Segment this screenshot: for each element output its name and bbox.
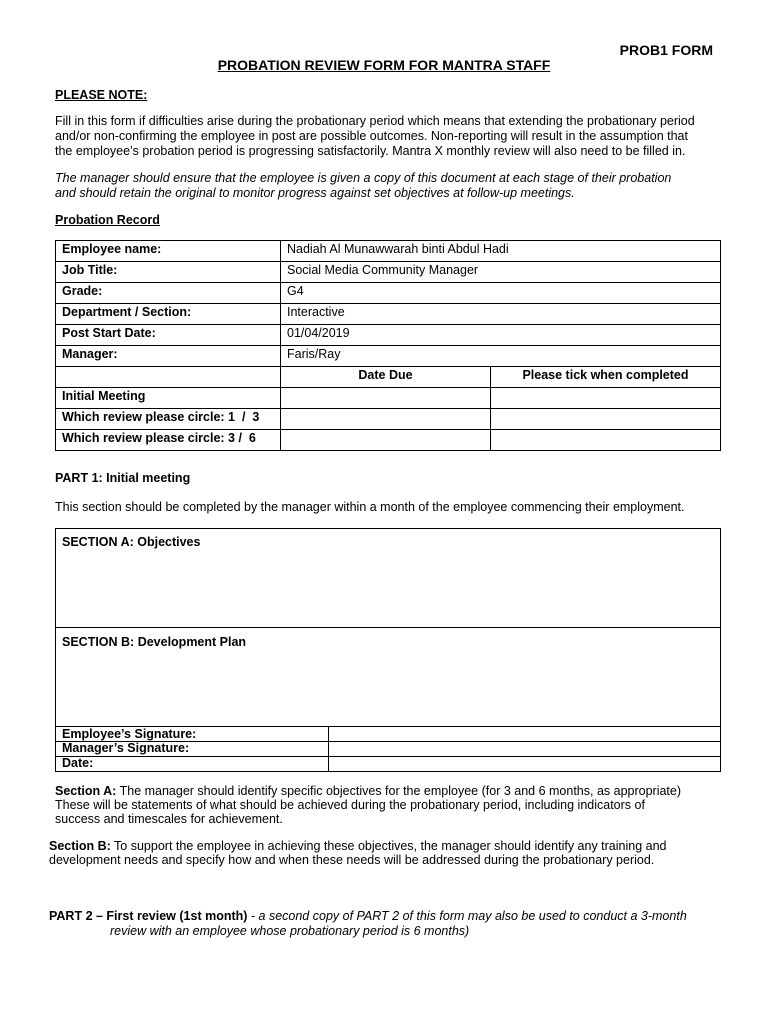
review-label: Which review please circle: 1 / 3 (56, 409, 281, 430)
section-b-label: SECTION B: Development Plan (62, 635, 247, 649)
note-text: These will be statements of what should be achieved during the probationary period, including indicators of (55, 798, 645, 812)
tick-cell[interactable] (491, 409, 721, 430)
tick-cell[interactable] (491, 388, 721, 409)
employee-signature-field[interactable] (330, 727, 718, 741)
table-row (56, 283, 721, 304)
probation-record-table (55, 240, 721, 451)
section-b-note-label: Section B: (49, 839, 111, 853)
row-label: Employee name: (56, 241, 281, 262)
row-value[interactable]: Social Media Community Manager (281, 262, 721, 283)
review-label: Which review please circle: 3 / 6 (56, 430, 281, 451)
manager-signature-label: Manager’s Signature: (62, 741, 190, 755)
part2-heading-block (49, 909, 739, 939)
development-plan-field[interactable] (56, 656, 719, 724)
table-row (56, 346, 721, 367)
table-row (56, 430, 721, 451)
probation-record-heading: Probation Record (55, 213, 160, 227)
note-line: The manager should ensure that the employee is given a copy of this document at each stage of their probation (55, 171, 672, 185)
row-value[interactable]: Faris/Ray (281, 346, 721, 367)
row-value[interactable]: G4 (281, 283, 721, 304)
note-line: and/or non-confirming the employee in post are possible outcomes. Non-reporting will result in the assumption that (55, 129, 688, 143)
section-a-note-label: Section A: (55, 784, 117, 798)
note-text: success and timescales for achievement. (55, 812, 283, 826)
section-b-note (49, 839, 729, 867)
row-label: Grade: (56, 283, 281, 304)
date-due-cell[interactable] (281, 388, 491, 409)
row-value[interactable]: Nadiah Al Munawwarah binti Abdul Hadi (281, 241, 721, 262)
note-text: The manager should identify specific objectives for the employee (for 3 and 6 months, as appropriate) (116, 784, 682, 798)
date-label: Date: (62, 756, 94, 770)
row-label: Post Start Date: (56, 325, 281, 346)
note-line: the employee’s probation period is progressing satisfactorily. Mantra X monthly review will also need to be filled in. (55, 144, 686, 158)
section-a-label: SECTION A: Objectives (62, 535, 201, 549)
table-row (56, 304, 721, 325)
section-a-note (55, 784, 725, 826)
table-row (56, 388, 721, 409)
manager-note-paragraph (55, 171, 720, 201)
date-field[interactable] (330, 757, 718, 770)
page-title: PROBATION REVIEW FORM FOR MANTRA STAFF (217, 57, 551, 73)
date-due-cell[interactable] (281, 409, 491, 430)
row-value[interactable]: 01/04/2019 (281, 325, 721, 346)
table-row (56, 409, 721, 430)
date-due-header: Date Due (281, 367, 491, 388)
table-row (56, 325, 721, 346)
tick-header: Please tick when completed (491, 367, 721, 388)
note-line: and should retain the original to monitor progress against set objectives at follow-up meetings. (55, 186, 575, 200)
divider (55, 627, 721, 628)
row-label: Manager: (56, 346, 281, 367)
objectives-field[interactable] (56, 556, 719, 626)
empty-cell (56, 367, 281, 388)
row-value[interactable]: Interactive (281, 304, 721, 325)
part1-text: This section should be completed by the manager within a month of the employee commencing their employment. (55, 500, 685, 514)
table-row (56, 262, 721, 283)
part2-heading: PART 2 – First review (1st month) (49, 909, 248, 923)
note-text: To support the employee in achieving these objectives, the manager should identify any training and (110, 839, 667, 853)
form-code: PROB1 FORM (619, 42, 713, 58)
tick-cell[interactable] (491, 430, 721, 451)
part1-heading: PART 1: Initial meeting (55, 471, 191, 485)
table-header-row (56, 367, 721, 388)
employee-signature-label: Employee’s Signature: (62, 727, 197, 741)
note-line: Fill in this form if difficulties arise during the probationary period which means that extending the probationary period (55, 114, 695, 128)
manager-signature-field[interactable] (330, 742, 718, 756)
table-row (56, 241, 721, 262)
date-due-cell[interactable] (281, 430, 491, 451)
review-label: Initial Meeting (56, 388, 281, 409)
note-paragraph (55, 114, 720, 159)
part2-note: review with an employee whose probationary period is 6 months) (110, 924, 470, 938)
divider (328, 726, 329, 771)
note-text: development needs and specify how and when these needs will be addressed during the probationary period. (49, 853, 655, 867)
row-label: Department / Section: (56, 304, 281, 325)
part2-note: - a second copy of PART 2 of this form may also be used to conduct a 3-month (247, 909, 687, 923)
please-note-heading: PLEASE NOTE: (55, 88, 148, 102)
row-label: Job Title: (56, 262, 281, 283)
